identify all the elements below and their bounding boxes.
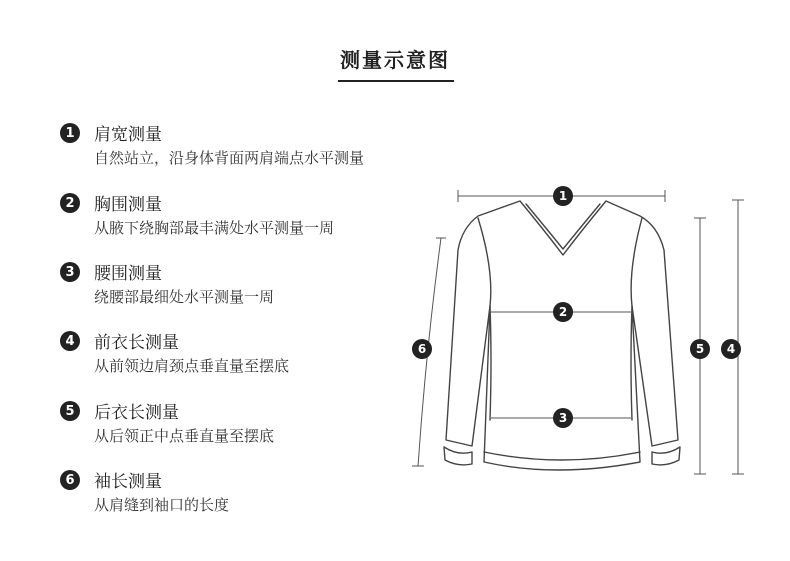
left-cuff (444, 447, 472, 465)
svg-text:1: 1 (558, 189, 568, 203)
item-description: 从后领正中点垂直量至摆底 (94, 427, 275, 445)
svg-text:3: 3 (558, 411, 568, 425)
item-title: 后衣长测量 (94, 403, 179, 423)
marker-shoulder (553, 186, 573, 206)
item-description: 从肩缝到袖口的长度 (94, 496, 230, 514)
number-badge: 6 (60, 470, 80, 490)
left-side-seam (490, 306, 491, 420)
page-title: 测量示意图 (340, 48, 450, 72)
item-description: 自然站立，沿身体背面两肩端点水平测量 (94, 149, 365, 167)
item-title: 腰围测量 (94, 264, 162, 284)
item-title: 肩宽测量 (94, 125, 162, 145)
svg-text:6: 6 (417, 342, 427, 356)
marker-back-length (690, 339, 710, 359)
number-badge: 2 (60, 193, 80, 213)
left-sleeve-seam (478, 218, 491, 306)
marker-chest (553, 302, 573, 322)
svg-text:2: 2 (558, 305, 568, 319)
marker-waist (553, 408, 573, 428)
item-title: 前衣长测量 (94, 333, 179, 353)
svg-text:5: 5 (695, 342, 705, 356)
number-badge: 5 (60, 401, 80, 421)
item-description: 绕腰部最细处水平测量一周 (94, 288, 275, 306)
hem-band (484, 452, 640, 460)
right-side-seam (631, 306, 632, 420)
marker-sleeve (412, 339, 432, 359)
right-sleeve-seam (631, 218, 642, 306)
marker-front-length (721, 339, 741, 359)
item-description: 从前领边肩颈点垂直量至摆底 (94, 357, 290, 375)
item-title: 胸围测量 (94, 195, 162, 215)
number-badge: 3 (60, 262, 80, 282)
number-badge: 1 (60, 123, 80, 143)
number-badge: 4 (60, 331, 80, 351)
neckline (526, 204, 600, 249)
item-title: 袖长测量 (94, 472, 162, 492)
right-cuff (652, 447, 680, 465)
item-description: 从腋下绕胸部最丰满处水平测量一周 (94, 219, 335, 237)
svg-text:4: 4 (726, 342, 736, 356)
sweater-outline (446, 201, 678, 470)
